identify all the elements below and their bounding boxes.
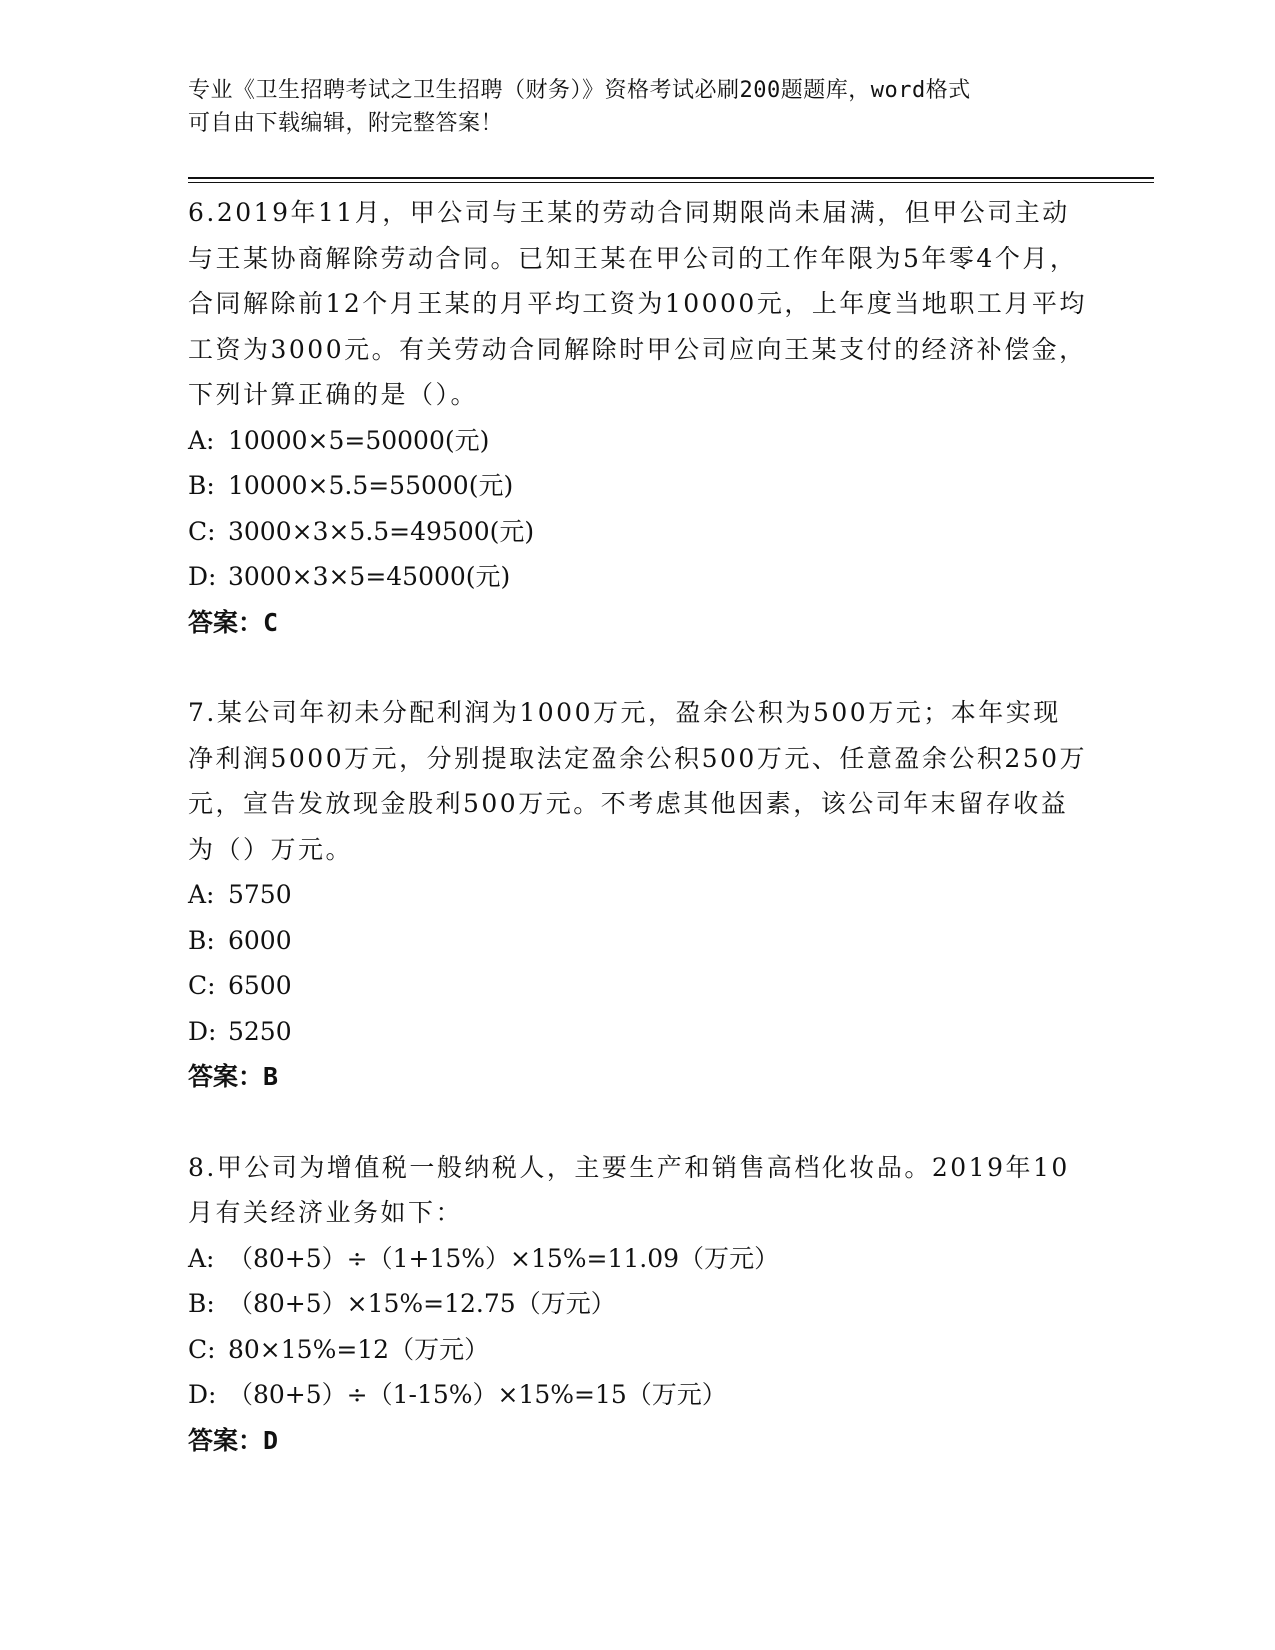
question-list [188,190,1088,1463]
header-line-2: 可自由下载编辑，附完整答案！ [188,111,504,136]
option-text: 10000×5=50000(元) [228,425,490,455]
header-line-1: 专业《卫生招聘考试之卫生招聘（财务）》资格考试必刷200题题库，word格式 [188,78,971,103]
option-letter: A: [188,1243,215,1273]
option-d [188,1372,1088,1418]
option-letter: A: [188,880,215,909]
option-letter: D: [188,562,217,591]
question-7 [188,690,1088,1100]
answer-line: 答案：C [188,607,279,637]
option-letter: D: [188,1016,217,1046]
option-a [188,418,1088,464]
option-text: 10000×5.5=55000(元) [228,471,514,500]
question-spacer [188,645,1088,690]
question-spacer [188,1100,1088,1145]
option-c [188,1327,1088,1373]
option-d [188,1009,1088,1055]
option-d [188,554,1088,600]
option-letter: C: [188,1334,216,1364]
option-letter: C: [188,516,216,546]
question-text: 7.某公司年初未分配利润为1000万元，盈余公积为500万元；本年实现净利润5000万元，分别提取法定盈余公积500万元、任意盈余公积250万元，宣告发放现金股利500万元。不考虑其他因素，该公司年末留存收益为（）万元。 [188,698,1088,864]
option-text: 3000×3×5.5=49500(元) [228,516,535,546]
option-text: 3000×3×5=45000(元) [228,562,511,591]
question-text: 6.2019年11月，甲公司与王某的劳动合同期限尚未届满，但甲公司主动与王某协商解除劳动合同。已知王某在甲公司的工作年限为5年零4个月，合同解除前12个月王某的月平均工资为10000元，上年度当地职工月平均工资为3000元。有关劳动合同解除时甲公司应向王某支付的经济补偿金，下列计算正确的是（）。 [188,198,1087,409]
option-c [188,509,1088,555]
question-text: 8.甲公司为增值税一般纳税人，主要生产和销售高档化妆品。2019年10月有关经济业务如下： [188,1152,1070,1227]
question-8 [188,1145,1088,1464]
option-text: 5250 [228,1016,292,1046]
header-rule-thin [188,182,1154,183]
option-text: （80+5）×15%=12.75（万元） [228,1289,616,1318]
option-text: 80×15%=12（万元） [228,1334,490,1364]
header-rule-thick [188,177,1154,179]
option-letter: C: [188,971,216,1000]
question-6 [188,190,1088,645]
option-b [188,1281,1088,1327]
option-b [188,918,1088,964]
option-a [188,872,1088,918]
option-letter: B: [188,925,215,955]
option-c [188,963,1088,1009]
option-a [188,1236,1088,1282]
option-list [188,418,1088,600]
answer-line: 答案：B [188,1062,279,1091]
option-letter: B: [188,1289,215,1318]
option-letter: D: [188,1380,217,1409]
option-text: 6500 [228,971,292,1000]
option-list [188,872,1088,1054]
option-text: 5750 [228,880,292,909]
option-letter: A: [188,425,215,455]
document-header [188,74,1068,140]
option-text: （80+5）÷（1+15%）×15%=11.09（万元） [228,1243,780,1273]
option-b [188,463,1088,509]
option-letter: B: [188,471,215,500]
option-text: 6000 [228,925,292,955]
answer-line: 答案：D [188,1425,279,1455]
option-text: （80+5）÷（1-15%）×15%=15（万元） [228,1380,727,1409]
option-list [188,1236,1088,1418]
